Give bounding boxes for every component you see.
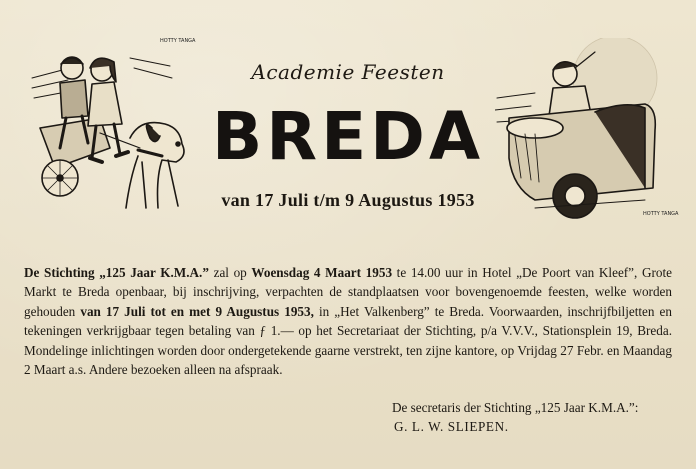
children-dog-cart-illustration (30, 38, 200, 223)
body-text-2: te 14.00 uur in Hotel „De Poort van Kleef”, Grote Markt te Breda openbaar, bij inschrijving, verpachten de standplaatsen voor bovengenoemde feesten, welke worden gehouden (24, 265, 672, 319)
artist-signature-left: HOTTY TANGA (160, 38, 196, 44)
signature-title: De secretaris der Stichting „125 Jaar K.M.A.”: (392, 400, 639, 415)
signature-block (392, 398, 682, 437)
artist-signature-right: HOTTY TANGA (643, 211, 679, 217)
foundation-name: De Stichting „125 Jaar K.M.A.” (24, 265, 209, 280)
event-dates: van 17 Juli t/m 9 Augustus 1953 (221, 190, 475, 210)
festival-period: van 17 Juli tot en met 9 Augustus 1953, (80, 303, 314, 319)
signature-name: G. L. W. SLIEPEN. (394, 419, 509, 435)
body-text-3: in „Het Valkenberg” te Breda. Voorwaarden, inschrijfbiljetten en tekeningen verkrijgbaar tegen betaling van ƒ 1.— op het Secretariaat der Stichting, p/a V.V.V., Stationsplein 19, Breda. Mondelinge inlichtingen worden door ondergetekende gaarne verstrekt, ten zijne kantore, op Vrijdag 27 Febr. en Maandag 2 Maart a.s. Andere bezoeken alleen na afspraak. (24, 303, 672, 378)
page-title: BREDA (211, 98, 485, 175)
boy-driving-car-illustration (495, 38, 670, 233)
body-text-1: zal op (208, 265, 252, 280)
auction-date: Woensdag 4 Maart 1953 (251, 265, 393, 280)
announcement-paragraph (24, 263, 672, 379)
event-subtitle: Academie Feesten (251, 60, 445, 84)
